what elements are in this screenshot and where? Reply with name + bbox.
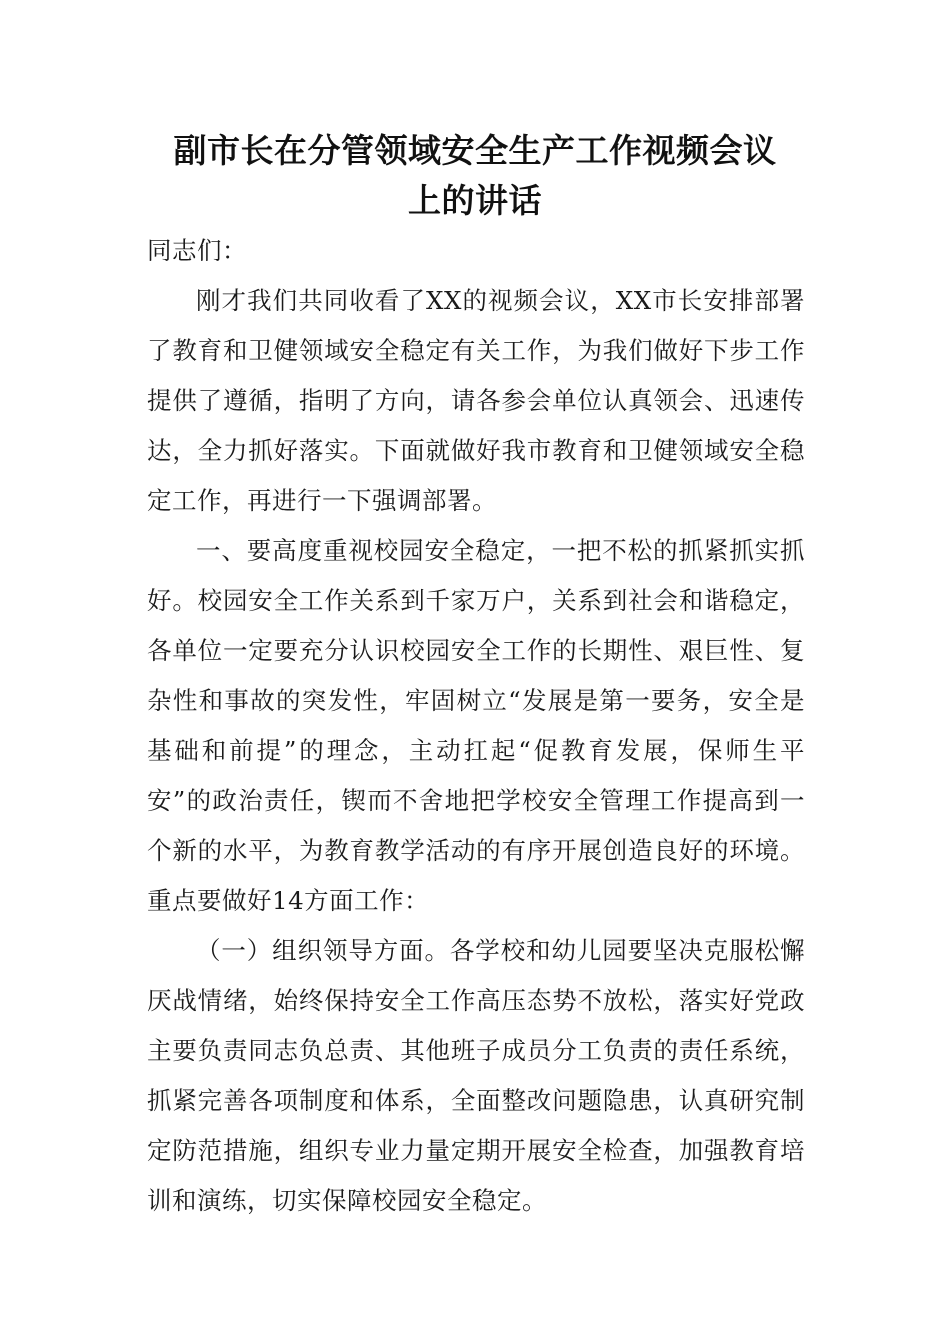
document-title: [120, 126, 830, 226]
paragraph-intro: 刚才我们共同收看了XX的视频会议，XX市长安排部署了教育和卫健领域安全稳定有关工作，为我们做好下步工作提供了遵循，指明了方向，请各参会单位认真领会、迅速传达，全力抓好落实。下面就做好我市教育和卫健领域安全稳定工作，再进行一下强调部署。: [147, 286, 805, 515]
paragraph-section-1: 一、要高度重视校园安全稳定，一把不松的抓紧抓实抓好。校园安全工作关系到千家万户，关系到社会和谐稳定，各单位一定要充分认识校园安全工作的长期性、艰巨性、复杂性和事故的突发性，牢固树立“发展是第一要务，安全是基础和前提”的理念，主动扛起“促教育发展，保师生平安”的政治责任，锲而不舍地把学校安全管理工作提高到一个新的水平，为教育教学活动的有序开展创造良好的环境。重点要做好14方面工作：: [147, 536, 805, 915]
document-body: [147, 226, 805, 1226]
salutation: 同志们：: [147, 236, 247, 265]
paragraph-subsection-1: （一）组织领导方面。各学校和幼儿园要坚决克服松懈厌战情绪，始终保持安全工作高压态势不放松，落实好党政主要负责同志负总责、其他班子成员分工负责的责任系统，抓紧完善各项制度和体系，全面整改问题隐患，认真研究制定防范措施，组织专业力量定期开展安全检查，加强教育培训和演练，切实保障校园安全稳定。: [147, 936, 805, 1215]
title-line-2: 上的讲话: [408, 181, 542, 220]
title-line-1: 副市长在分管领域安全生产工作视频会议: [173, 131, 777, 170]
